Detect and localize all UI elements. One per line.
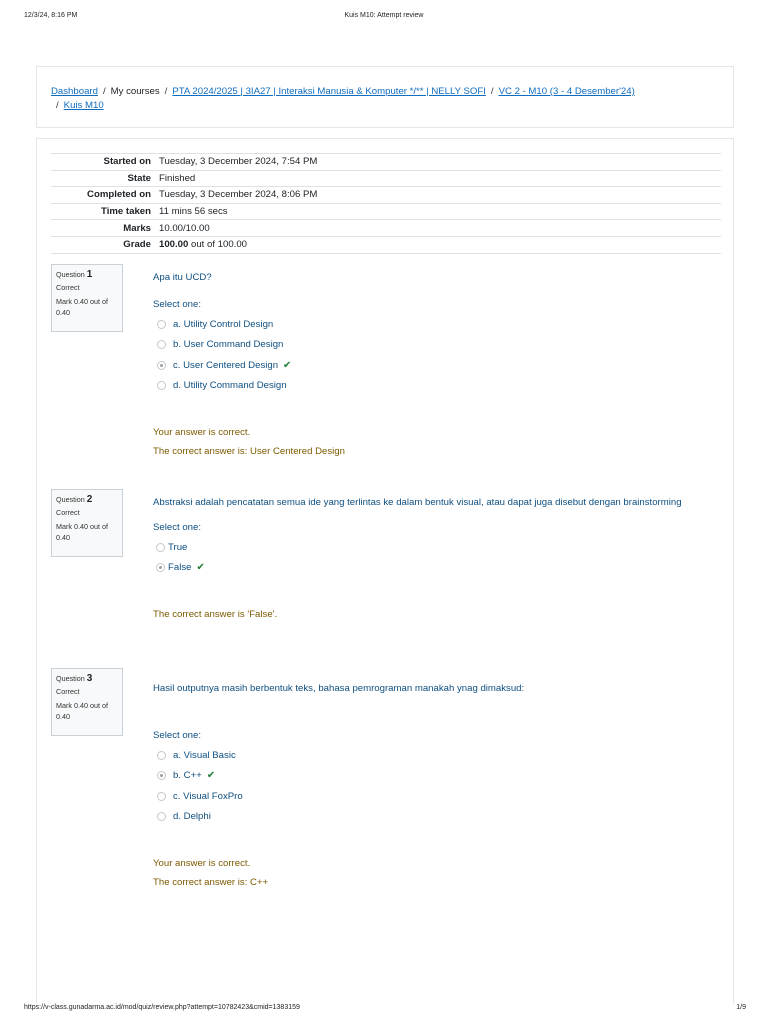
radio-button[interactable] [157, 812, 166, 821]
summary-row [51, 203, 721, 220]
summary-label: Time taken [101, 206, 151, 218]
feedback-outcome: Your answer is correct. [153, 858, 251, 869]
answer-option[interactable] [153, 807, 723, 828]
question-content-1 [153, 270, 723, 461]
print-date: 12/3/24, 8:16 PM [24, 12, 78, 19]
breadcrumb-dashboard-link[interactable]: Dashboard [51, 86, 98, 97]
option-label: a. Utility Control Design [173, 318, 274, 330]
quiz-review-region [36, 138, 734, 1004]
grade-out-of: out of 100.00 [188, 239, 248, 251]
radio-button[interactable] [157, 792, 166, 801]
correct-answer-feedback: The correct answer is: User Centered Design [153, 446, 345, 457]
answer-option[interactable] [153, 355, 723, 376]
select-one-prompt: Select one: [153, 730, 202, 741]
correct-answer-feedback: The correct answer is 'False'. [153, 609, 278, 620]
option-label: True [168, 541, 188, 553]
option-label: d. Delphi [173, 811, 211, 823]
question-number: 1 [86, 269, 93, 280]
option-label: a. Visual Basic [173, 749, 236, 761]
breadcrumb-separator: / [56, 100, 59, 111]
question-number: 3 [86, 673, 93, 684]
radio-button[interactable] [157, 381, 166, 390]
answer-option[interactable] [153, 537, 723, 558]
question-info-3 [51, 668, 123, 736]
breadcrumb [36, 66, 734, 128]
radio-button[interactable] [157, 320, 166, 329]
correct-check-icon: ✔ [206, 770, 216, 782]
radio-button[interactable] [156, 543, 165, 552]
feedback-outcome: Your answer is correct. [153, 427, 251, 438]
answer-option[interactable] [153, 786, 723, 807]
question-info-2 [51, 489, 123, 557]
radio-button-selected[interactable] [156, 563, 165, 572]
option-label: b. User Command Design [173, 339, 284, 351]
question-mark: Mark 0.40 out of 0.40 [56, 701, 108, 721]
breadcrumb-section-link[interactable]: VC 2 - M10 (3 - 4 Desember'24) [498, 86, 635, 97]
radio-button[interactable] [157, 751, 166, 760]
answer-option[interactable] [153, 766, 723, 787]
summary-value: Tuesday, 3 December 2024, 7:54 PM [159, 156, 318, 168]
breadcrumb-my-courses: My courses [110, 86, 160, 97]
breadcrumb-separator: / [490, 86, 494, 97]
question-mark: Mark 0.40 out of 0.40 [56, 522, 108, 542]
answer-option[interactable] [153, 376, 723, 397]
option-label: c. Visual FoxPro [173, 790, 243, 802]
breadcrumb-quiz-link[interactable]: Kuis M10 [63, 100, 104, 111]
select-one-prompt: Select one: [153, 299, 202, 310]
breadcrumb-course-link[interactable]: PTA 2024/2025 | 3IA27 | Interaksi Manusia & Komputer */** | NELLY SOFI [172, 86, 486, 97]
summary-label: Completed on [87, 189, 151, 201]
answer-option[interactable] [153, 314, 723, 335]
print-header [0, 12, 768, 22]
radio-button-selected[interactable] [157, 361, 166, 370]
radio-button-selected[interactable] [157, 771, 166, 780]
question-info-1 [51, 264, 123, 332]
answer-options [153, 745, 723, 827]
question-label: Question [56, 270, 85, 279]
radio-button[interactable] [157, 340, 166, 349]
breadcrumb-separator: / [102, 86, 106, 97]
correct-answer-feedback: The correct answer is: C++ [153, 877, 269, 888]
option-label: False [168, 562, 192, 574]
summary-row [51, 187, 721, 204]
answer-options [153, 314, 723, 396]
summary-row [51, 220, 721, 237]
summary-value [159, 236, 721, 253]
summary-label: Grade [123, 239, 151, 251]
page-number: 1/9 [736, 1004, 746, 1011]
question-label: Question [56, 495, 85, 504]
summary-label: State [127, 172, 151, 184]
summary-label: Marks [123, 222, 151, 234]
question-text: Hasil outputnya masih berbentuk teks, bahasa pemrograman manakah ynag dimaksud: [153, 683, 525, 694]
print-title: Kuis M10: Attempt review [344, 12, 424, 19]
question-text: Apa itu UCD? [153, 272, 212, 283]
question-number: 2 [86, 494, 93, 505]
breadcrumb-separator: / [164, 86, 168, 97]
print-url: https://v-class.gunadarma.ac.id/mod/quiz/review.php?attempt=10782423&cmid=1383159 [24, 1004, 300, 1011]
summary-label: Started on [103, 156, 151, 168]
summary-value: Tuesday, 3 December 2024, 8:06 PM [159, 189, 318, 201]
question-state: Correct [56, 508, 80, 517]
question-content-3 [153, 681, 723, 892]
summary-value: 11 mins 56 secs [159, 206, 228, 218]
grade-value: 100.00 [159, 239, 189, 251]
question-label: Question [56, 674, 85, 683]
attempt-summary-table [51, 153, 721, 254]
summary-row [51, 170, 721, 187]
correct-check-icon: ✔ [283, 359, 292, 371]
answer-option[interactable] [153, 745, 723, 766]
summary-row [51, 236, 721, 253]
question-state: Correct [56, 283, 80, 292]
answer-option[interactable] [153, 558, 723, 579]
summary-value: Finished [159, 172, 196, 184]
question-mark: Mark 0.40 out of 0.40 [56, 297, 108, 317]
option-label: d. Utility Command Design [173, 380, 287, 392]
answer-option[interactable] [153, 335, 723, 356]
option-label: c. User Centered Design [173, 359, 279, 371]
summary-value: 10.00/10.00 [159, 222, 210, 234]
select-one-prompt: Select one: [153, 522, 202, 533]
answer-options [153, 537, 723, 578]
summary-row [51, 154, 721, 171]
correct-check-icon: ✔ [196, 562, 205, 574]
option-label: b. C++ [173, 770, 202, 782]
question-text: Abstraksi adalah pencatatan semua ide yang terlintas ke dalam bentuk visual, atau dapat juga disebut dengan brainstorming [153, 497, 682, 508]
question-state: Correct [56, 687, 80, 696]
question-content-2 [153, 495, 723, 624]
